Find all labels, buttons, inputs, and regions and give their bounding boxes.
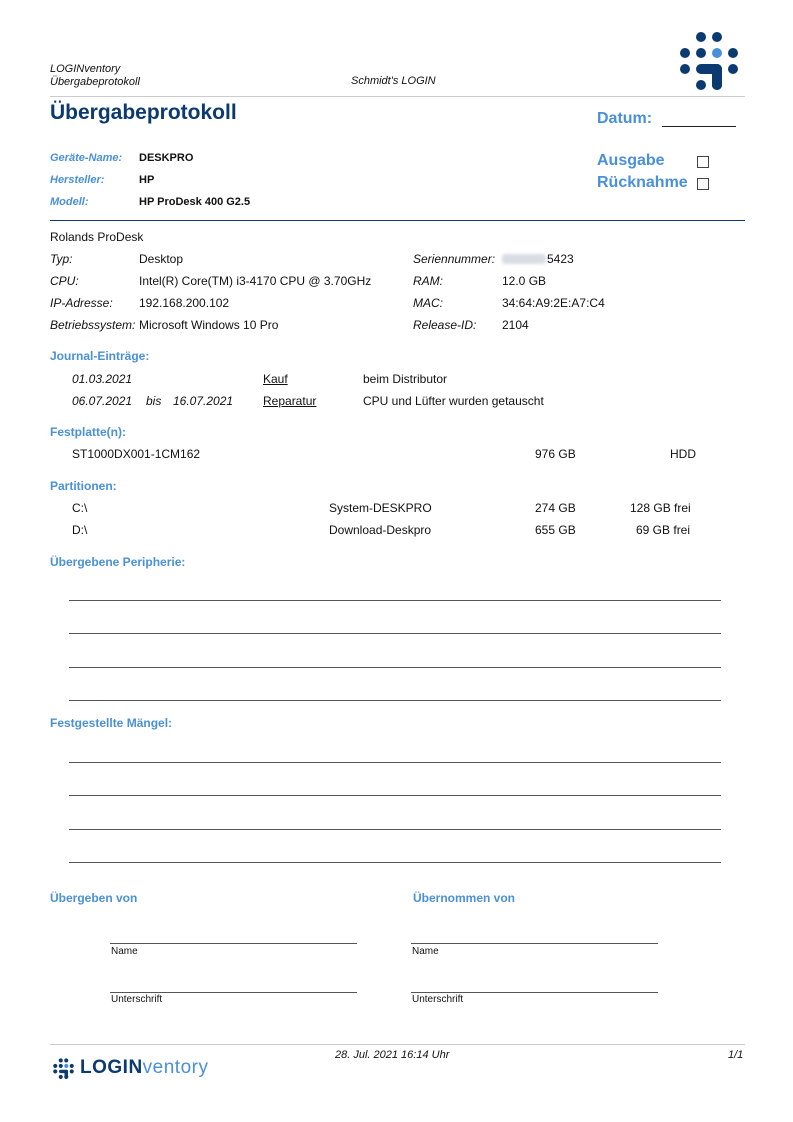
footer-logo-text (80, 1057, 208, 1079)
footer-page-number: 1/1 (728, 1049, 744, 1061)
datum-label: Datum: (597, 110, 653, 127)
serial-value-suffix: 5423 (547, 252, 574, 266)
typ-label: Typ: (50, 252, 73, 266)
ram-value: 12.0 GB (502, 274, 547, 288)
header-app-name: LOGINventory (50, 63, 121, 75)
journal-text: CPU und Lüfter wurden getauscht (363, 394, 544, 408)
device-name-label: Geräte-Name: (50, 152, 123, 164)
partition-free: 69 GB frei (636, 523, 691, 537)
journal-type: Reparatur (263, 394, 317, 408)
device-model-label: Modell: (50, 196, 89, 208)
left-signature-line[interactable] (110, 992, 357, 993)
partition-drive: D:\ (72, 523, 88, 537)
partition-drive: C:\ (72, 501, 88, 515)
peripherie-line[interactable] (69, 633, 721, 634)
footer-logo-text-ventory: ventory (142, 1057, 209, 1078)
page-title: Übergabeprotokoll (50, 101, 237, 124)
cpu-label: CPU: (50, 274, 79, 288)
header-company: Schmidt's LOGIN (351, 75, 436, 87)
footer-logo-icon (52, 1058, 75, 1080)
device-vendor: HP (139, 174, 155, 186)
disk-size: 976 GB (535, 447, 576, 461)
left-name-label: Name (111, 946, 138, 957)
ip-label: IP-Adresse: (50, 296, 113, 310)
mac-value: 34:64:A9:2E:A7:C4 (502, 296, 605, 310)
release-value: 2104 (502, 318, 529, 332)
ip-value: 192.168.200.102 (139, 296, 230, 310)
left-name-line[interactable] (110, 943, 357, 944)
device-model: HP ProDesk 400 G2.5 (139, 196, 251, 208)
journal-type: Kauf (263, 372, 288, 386)
serial-redacted (502, 254, 546, 264)
journal-bis: bis (146, 394, 162, 408)
peripherie-line[interactable] (69, 600, 721, 601)
ram-label: RAM: (413, 274, 443, 288)
peripherie-line[interactable] (69, 700, 721, 701)
uebernommen-heading: Übernommen von (413, 891, 516, 905)
maengel-line[interactable] (69, 862, 721, 863)
ruecknahme-checkbox[interactable] (697, 178, 709, 190)
maengel-heading: Festgestellte Mängel: (50, 716, 173, 730)
maengel-line[interactable] (69, 829, 721, 830)
disk-model: ST1000DX001-1CM162 (72, 447, 201, 461)
partition-size: 274 GB (535, 501, 576, 515)
details-heading: Rolands ProDesk (50, 230, 144, 244)
device-name: DESKPRO (139, 152, 194, 164)
cpu-value: Intel(R) Core(TM) i3-4170 CPU @ 3.70GHz (139, 274, 372, 288)
footer-timestamp: 28. Jul. 2021 16:14 Uhr (335, 1049, 450, 1061)
partition-label: System-DESKPRO (329, 501, 432, 515)
right-name-label: Name (412, 946, 439, 957)
right-name-line[interactable] (411, 943, 658, 944)
partitions-heading: Partitionen: (50, 479, 117, 493)
header-subtitle: Übergabeprotokoll (50, 76, 140, 88)
mac-label: MAC: (413, 296, 443, 310)
os-label: Betriebssystem: (50, 318, 136, 332)
journal-date-end: 16.07.2021 (173, 394, 234, 408)
loginventory-logo-icon (676, 30, 742, 94)
device-vendor-label: Hersteller: (50, 174, 105, 186)
disks-heading: Festplatte(n): (50, 425, 126, 439)
ausgabe-checkbox[interactable] (697, 156, 709, 168)
serial-label: Seriennummer: (413, 252, 496, 266)
datum-input-line[interactable] (662, 126, 736, 127)
disk-type: HDD (670, 447, 696, 461)
right-signature-label: Unterschrift (412, 994, 464, 1005)
journal-heading: Journal-Einträge: (50, 349, 150, 363)
ruecknahme-label: Rücknahme (597, 174, 688, 191)
typ-value: Desktop (139, 252, 184, 266)
release-label: Release-ID: (413, 318, 477, 332)
peripherie-line[interactable] (69, 667, 721, 668)
peripherie-heading: Übergebene Peripherie: (50, 555, 186, 569)
partition-size: 655 GB (535, 523, 576, 537)
maengel-line[interactable] (69, 795, 721, 796)
partition-free: 128 GB frei (630, 501, 691, 515)
maengel-line[interactable] (69, 762, 721, 763)
journal-date: 06.07.2021 (72, 394, 133, 408)
uebergeben-heading: Übergeben von (50, 891, 138, 905)
journal-date: 01.03.2021 (72, 372, 133, 386)
left-signature-label: Unterschrift (111, 994, 163, 1005)
footer-logo-text-login: LOGIN (80, 1057, 143, 1078)
right-signature-line[interactable] (411, 992, 658, 993)
os-value: Microsoft Windows 10 Pro (139, 318, 279, 332)
partition-label: Download-Deskpro (329, 523, 432, 537)
ausgabe-label: Ausgabe (597, 152, 665, 169)
journal-text: beim Distributor (363, 372, 448, 386)
